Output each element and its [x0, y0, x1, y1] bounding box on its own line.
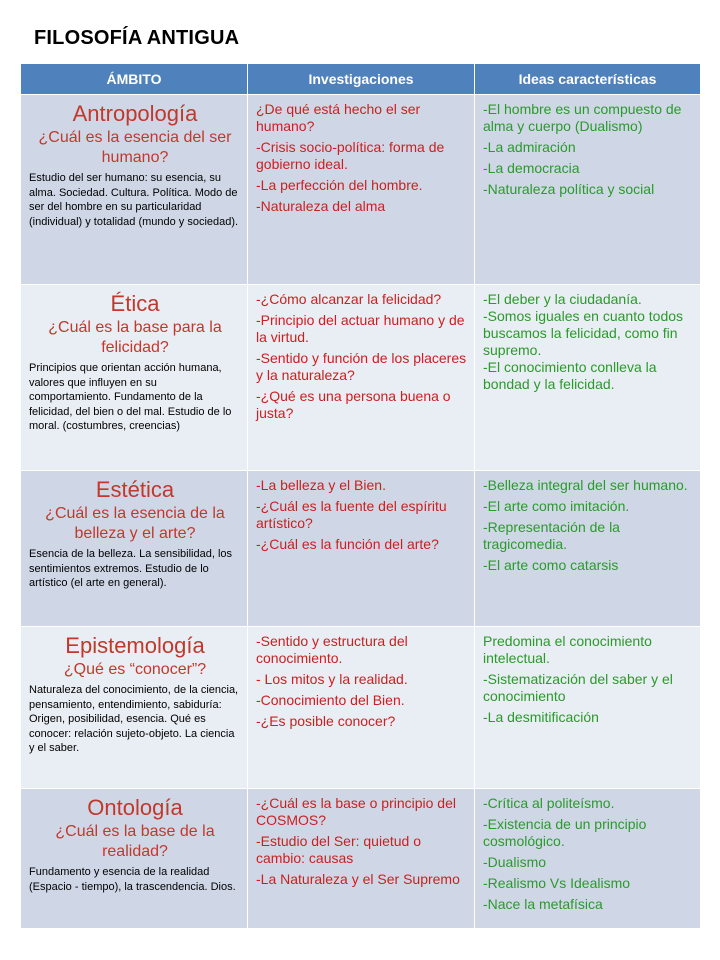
ambito-title: Antropología [72, 101, 198, 126]
header-ambito: ÁMBITO [21, 64, 248, 95]
ambito-question: ¿Qué es “conocer”? [63, 661, 207, 678]
ambito-title: Epistemología [65, 633, 205, 658]
inv-item: -Estudio del Ser: quietud o cambio: causas [256, 833, 421, 866]
ambito-question: ¿Cuál es la base de la realidad? [55, 823, 215, 860]
ambito-cell [21, 285, 248, 471]
idea-item: -Nace la metafísica [483, 896, 603, 912]
ambito-title: Ontología [87, 795, 183, 820]
investigaciones-cell [248, 471, 475, 627]
inv-item: -¿Cómo alcanzar la felicidad? [256, 291, 442, 307]
inv-item: -La belleza y el Bien. [256, 477, 386, 493]
investigaciones-cell [248, 627, 475, 789]
table-row-etica [21, 285, 701, 471]
header-investigaciones: Investigaciones [248, 64, 475, 95]
ambito-description: Principios que orientan acción humana, valores que influyen en su comportamiento. Fundamento de la felicidad, del bien o del mal. Estudio de lo moral. (costumbres, creencias) [29, 362, 232, 432]
ambito-description: Estudio del ser humano: su esencia, su alma. Sociedad. Cultura. Política. Modo de ser del hombre en su particularidad (individual) y totalidad (mundo y sociedad). [29, 172, 239, 228]
ideas-cell [475, 95, 701, 285]
investigaciones-cell [248, 95, 475, 285]
ambito-question: ¿Cuál es la base para la felicidad? [48, 319, 222, 356]
idea-item: -El hombre es un compuesto de alma y cuerpo (Dualismo) [483, 101, 682, 134]
ideas-cell [475, 789, 701, 929]
inv-item: - Los mitos y la realidad. [256, 671, 408, 687]
idea-item: -Representación de la tragicomedia. [483, 519, 620, 552]
idea-item: -Sistematización del saber y el conocimiento [483, 671, 673, 704]
ambito-cell [21, 95, 248, 285]
inv-item: -Sentido y función de los placeres y la naturaleza? [256, 350, 467, 383]
idea-item: -El arte como catarsis [483, 557, 619, 573]
header-row [21, 64, 701, 95]
inv-item: -¿Qué es una persona buena o justa? [256, 388, 451, 421]
idea-item: -La democracia [483, 160, 580, 176]
idea-item: -La desmitificación [483, 709, 599, 725]
table-row-antropologia [21, 95, 701, 285]
inv-item: -Naturaleza del alma [256, 198, 386, 214]
ideas-cell [475, 627, 701, 789]
ambito-question: ¿Cuál es la esencia de la belleza y el arte? [45, 505, 225, 542]
inv-item: ¿De qué está hecho el ser humano? [256, 101, 421, 134]
inv-item: -¿Cuál es la base o principio del COSMOS? [256, 795, 456, 828]
ambito-cell [21, 471, 248, 627]
ambito-title: Estética [95, 477, 175, 502]
ambito-description: Fundamento y esencia de la realidad (Espacio - tiempo), la trascendencia. Dios. [29, 866, 236, 893]
ideas-cell [475, 471, 701, 627]
idea-item: -El arte como imitación. [483, 498, 630, 514]
idea-item: -La admiración [483, 139, 576, 155]
idea-item: -El deber y la ciudadanía. [483, 291, 642, 307]
idea-item: Predomina el conocimiento intelectual. [483, 633, 652, 666]
ambito-cell [21, 627, 248, 789]
inv-item: -Crisis socio-política: forma de gobierno ideal. [256, 139, 445, 172]
inv-item: -¿Cuál es la fuente del espíritu artístico? [256, 498, 447, 531]
idea-item: -Somos iguales en cuanto todos buscamos la felicidad, como fin supremo. [483, 308, 684, 358]
ideas-cell [475, 285, 701, 471]
idea-item: -Realismo Vs Idealismo [483, 875, 631, 891]
inv-item: -¿Es posible conocer? [256, 713, 396, 729]
table-row-epistemologia [21, 627, 701, 789]
idea-item: -Naturaleza política y social [483, 181, 655, 197]
table-row-ontologia [21, 789, 701, 929]
ambito-description: Esencia de la belleza. La sensibilidad, los sentimientos extremos. Estudio de lo artístico (el arte en general). [29, 548, 233, 589]
investigaciones-cell [248, 789, 475, 929]
ambito-question: ¿Cuál es la esencia del ser humano? [38, 129, 232, 166]
investigaciones-cell [248, 285, 475, 471]
idea-item: -Belleza integral del ser humano. [483, 477, 688, 493]
inv-item: -La perfección del hombre. [256, 177, 423, 193]
idea-item: -Crítica al politeísmo. [483, 795, 615, 811]
idea-item: -Existencia de un principio cosmológico. [483, 816, 647, 849]
inv-item: -Principio del actuar humano y de la virtud. [256, 312, 465, 345]
inv-item: -Conocimiento del Bien. [256, 692, 405, 708]
inv-item: -Sentido y estructura del conocimiento. [256, 633, 408, 666]
ambito-title: Ética [110, 291, 160, 316]
ambito-cell [21, 789, 248, 929]
page-title: FILOSOFÍA ANTIGUA [34, 27, 240, 49]
inv-item: -La Naturaleza y el Ser Supremo [256, 871, 460, 887]
inv-item: -¿Cuál es la función del arte? [256, 536, 439, 552]
table-row-estetica [21, 471, 701, 627]
ambito-description: Naturaleza del conocimiento, de la ciencia, pensamiento, entendimiento, sabiduría: Origen, posibilidad, esencia. Qué es conocer: relación sujeto-objeto. La ciencia y el saber. [29, 684, 239, 754]
philosophy-table [20, 63, 701, 929]
idea-item: -Dualismo [483, 854, 547, 870]
idea-item: -El conocimiento conlleva la bondad y la felicidad. [483, 359, 657, 392]
header-ideas: Ideas características [475, 64, 701, 95]
